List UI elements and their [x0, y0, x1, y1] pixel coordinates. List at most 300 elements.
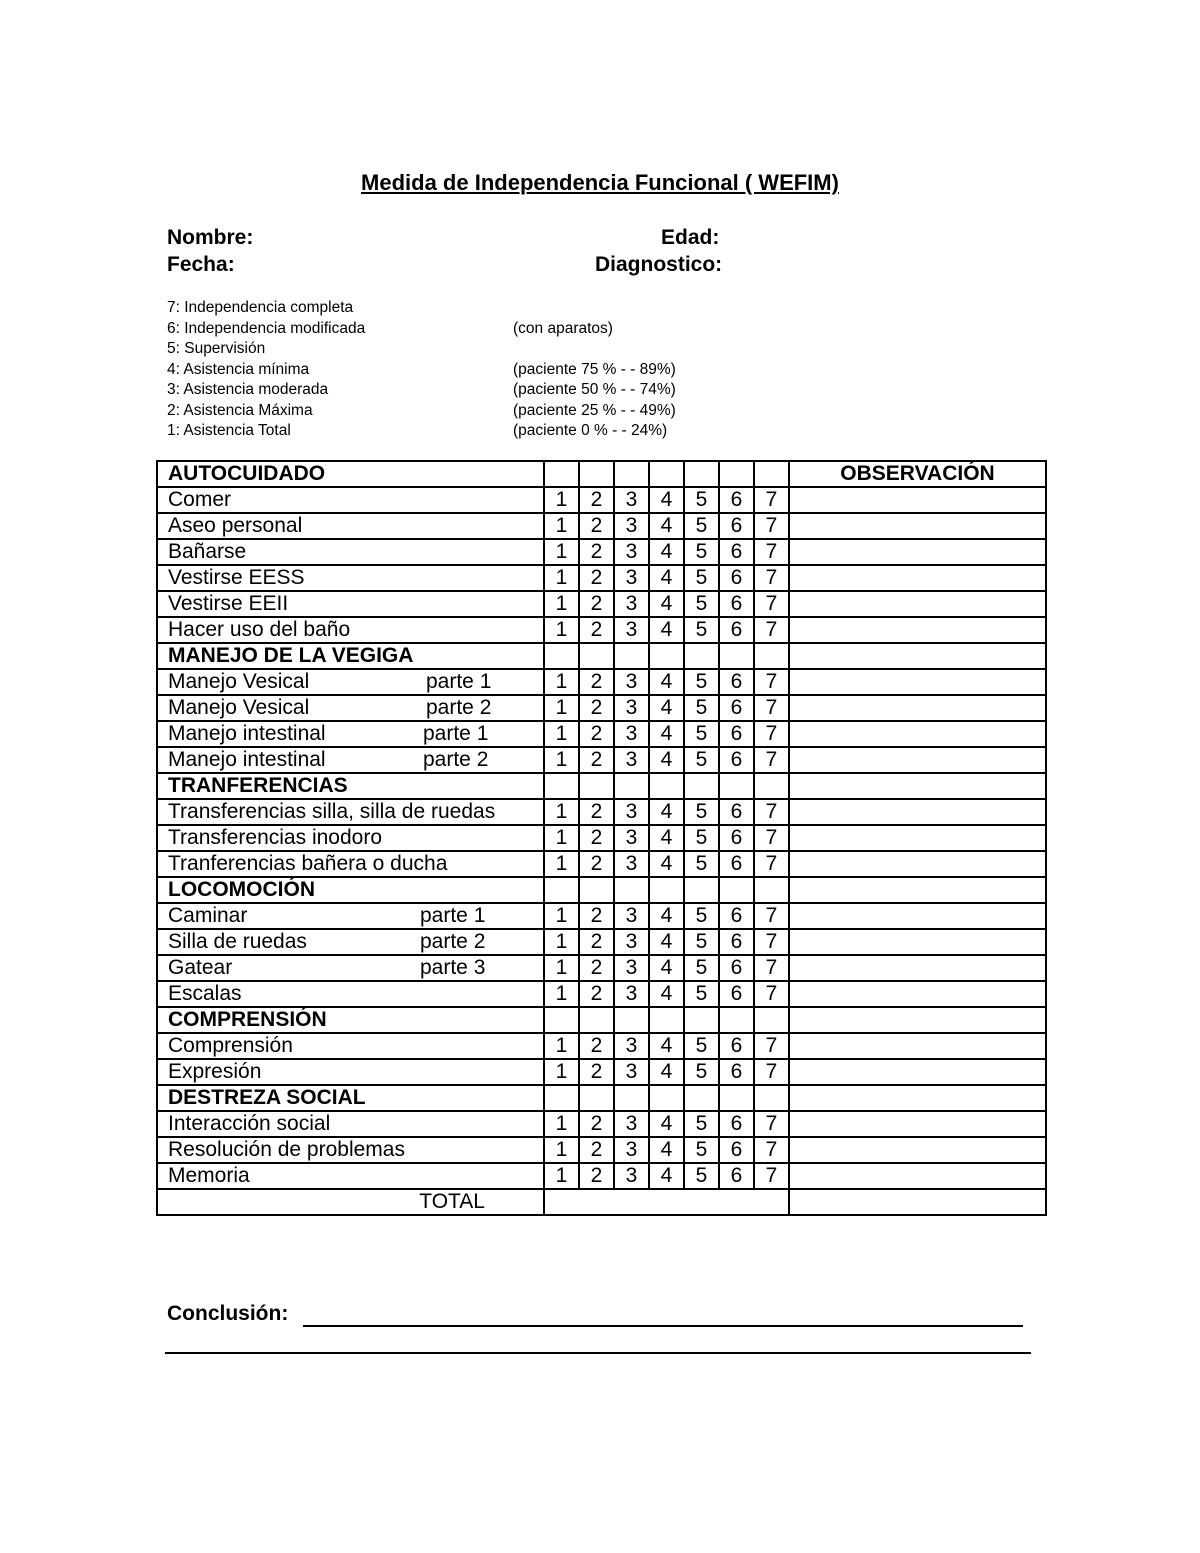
score-option-7[interactable]: 7	[754, 799, 789, 825]
score-option-4[interactable]: 4	[649, 565, 684, 591]
score-cell-empty	[719, 1085, 754, 1111]
score-option-7[interactable]: 7	[754, 617, 789, 643]
observacion-cell[interactable]	[789, 929, 1046, 955]
score-cell-empty	[684, 643, 719, 669]
score-cell-empty	[649, 1085, 684, 1111]
score-option-4[interactable]: 4	[649, 747, 684, 773]
score-option-1[interactable]: 1	[544, 695, 579, 721]
item-label: Transferencias inodoro	[157, 825, 544, 851]
score-option-7[interactable]: 7	[754, 565, 789, 591]
score-option-1[interactable]: 1	[544, 825, 579, 851]
score-option-4[interactable]: 4	[649, 981, 684, 1007]
score-option-3[interactable]: 3	[614, 903, 649, 929]
total-observacion-cell[interactable]	[789, 1189, 1046, 1215]
section-title: COMPRENSIÓN	[157, 1007, 544, 1033]
score-option-1[interactable]: 1	[544, 487, 579, 513]
diagnostico-label: Diagnostico:	[595, 253, 723, 276]
score-option-5[interactable]: 5	[684, 1137, 719, 1163]
item-label: Escalas	[157, 981, 544, 1007]
table-row	[157, 565, 1046, 591]
conclusion-line-2	[165, 1352, 1031, 1354]
nombre-label: Nombre:	[167, 226, 254, 249]
score-option-3[interactable]: 3	[614, 669, 649, 695]
score-option-2[interactable]: 2	[579, 591, 614, 617]
score-option-5[interactable]: 5	[684, 669, 719, 695]
score-option-4[interactable]: 4	[649, 617, 684, 643]
score-cell-empty	[579, 461, 614, 487]
item-name: Caminar	[168, 904, 248, 927]
score-option-5[interactable]: 5	[684, 1111, 719, 1137]
score-option-2[interactable]: 2	[579, 903, 614, 929]
score-option-1[interactable]: 1	[544, 539, 579, 565]
score-option-6[interactable]: 6	[719, 487, 754, 513]
score-option-1[interactable]: 1	[544, 929, 579, 955]
score-cell-empty	[579, 1085, 614, 1111]
table-row	[157, 721, 1046, 747]
legend-label: 1: Asistencia Total	[167, 422, 291, 439]
item-name: Silla de ruedas	[168, 930, 307, 953]
score-cell-empty	[649, 877, 684, 903]
score-cell-empty	[544, 773, 579, 799]
observacion-cell[interactable]	[789, 643, 1046, 669]
legend-label: 6: Independencia modificada	[167, 319, 366, 337]
score-cell-empty	[754, 1085, 789, 1111]
legend-row	[167, 421, 668, 442]
legend-row	[167, 360, 676, 381]
score-option-6[interactable]: 6	[719, 851, 754, 877]
score-option-1[interactable]: 1	[544, 617, 579, 643]
score-option-4[interactable]: 4	[649, 1163, 684, 1189]
score-option-7[interactable]: 7	[754, 747, 789, 773]
score-option-7[interactable]: 7	[754, 1033, 789, 1059]
score-cell-empty	[754, 643, 789, 669]
table-row	[157, 591, 1046, 617]
score-option-6[interactable]: 6	[719, 721, 754, 747]
score-option-3[interactable]: 3	[614, 1033, 649, 1059]
observacion-cell[interactable]	[789, 1059, 1046, 1085]
score-option-3[interactable]: 3	[614, 513, 649, 539]
score-option-2[interactable]: 2	[579, 1059, 614, 1085]
section-row	[157, 1085, 1046, 1111]
score-option-2[interactable]: 2	[579, 565, 614, 591]
fecha-label: Fecha:	[167, 253, 235, 276]
total-label: TOTAL	[157, 1189, 544, 1215]
score-option-2[interactable]: 2	[579, 721, 614, 747]
score-option-6[interactable]: 6	[719, 669, 754, 695]
legend-row	[167, 401, 676, 422]
score-cell-empty	[614, 461, 649, 487]
score-option-2[interactable]: 2	[579, 825, 614, 851]
score-option-6[interactable]: 6	[719, 1163, 754, 1189]
score-option-5[interactable]: 5	[684, 903, 719, 929]
score-option-5[interactable]: 5	[684, 825, 719, 851]
score-option-5[interactable]: 5	[684, 955, 719, 981]
score-cell-empty	[754, 1007, 789, 1033]
score-option-6[interactable]: 6	[719, 825, 754, 851]
score-option-1[interactable]: 1	[544, 1059, 579, 1085]
score-option-2[interactable]: 2	[579, 617, 614, 643]
score-option-2[interactable]: 2	[579, 851, 614, 877]
score-option-4[interactable]: 4	[649, 721, 684, 747]
score-cell-empty	[579, 1007, 614, 1033]
score-option-2[interactable]: 2	[579, 929, 614, 955]
score-option-3[interactable]: 3	[614, 1163, 649, 1189]
item-name: Manejo intestinal	[168, 748, 326, 771]
score-option-5[interactable]: 5	[684, 929, 719, 955]
score-option-5[interactable]: 5	[684, 799, 719, 825]
score-option-6[interactable]: 6	[719, 1111, 754, 1137]
table-row	[157, 799, 1046, 825]
observacion-cell[interactable]	[789, 513, 1046, 539]
table-row	[157, 539, 1046, 565]
score-option-2[interactable]: 2	[579, 539, 614, 565]
score-option-3[interactable]: 3	[614, 1137, 649, 1163]
score-option-4[interactable]: 4	[649, 955, 684, 981]
edad-label: Edad:	[661, 226, 720, 249]
score-cell-empty	[754, 773, 789, 799]
total-score-cell[interactable]	[544, 1189, 789, 1215]
score-cell-empty	[684, 461, 719, 487]
score-option-6[interactable]: 6	[719, 565, 754, 591]
score-option-4[interactable]: 4	[649, 1111, 684, 1137]
score-option-7[interactable]: 7	[754, 955, 789, 981]
score-cell-empty	[649, 643, 684, 669]
score-option-6[interactable]: 6	[719, 799, 754, 825]
section-title: LOCOMOCIÓN	[157, 877, 544, 903]
table-row	[157, 981, 1046, 1007]
score-option-1[interactable]: 1	[544, 591, 579, 617]
score-option-6[interactable]: 6	[719, 981, 754, 1007]
score-option-1[interactable]: 1	[544, 981, 579, 1007]
table-row	[157, 955, 1046, 981]
score-option-1[interactable]: 1	[544, 903, 579, 929]
score-option-2[interactable]: 2	[579, 981, 614, 1007]
score-option-7[interactable]: 7	[754, 539, 789, 565]
observacion-cell[interactable]	[789, 877, 1046, 903]
item-part: parte 2	[423, 748, 489, 771]
score-option-2[interactable]: 2	[579, 695, 614, 721]
score-option-3[interactable]: 3	[614, 799, 649, 825]
score-option-6[interactable]: 6	[719, 617, 754, 643]
table-row	[157, 1137, 1046, 1163]
score-option-4[interactable]: 4	[649, 1137, 684, 1163]
score-option-4[interactable]: 4	[649, 825, 684, 851]
item-part: parte 2	[420, 930, 486, 953]
score-cell-empty	[544, 461, 579, 487]
item-label	[157, 669, 544, 695]
item-label	[157, 747, 544, 773]
item-name: Gatear	[168, 956, 233, 979]
score-option-4[interactable]: 4	[649, 1059, 684, 1085]
score-option-7[interactable]: 7	[754, 929, 789, 955]
section-title: DESTREZA SOCIAL	[157, 1085, 544, 1111]
observacion-cell[interactable]	[789, 851, 1046, 877]
score-option-3[interactable]: 3	[614, 955, 649, 981]
table-row	[157, 1111, 1046, 1137]
score-option-7[interactable]: 7	[754, 721, 789, 747]
legend-note: (paciente 0 % - - 24%)	[513, 422, 668, 439]
section-row	[157, 461, 1046, 487]
score-option-6[interactable]: 6	[719, 929, 754, 955]
observacion-cell[interactable]	[789, 773, 1046, 799]
score-option-7[interactable]: 7	[754, 513, 789, 539]
item-label: Memoria	[157, 1163, 544, 1189]
observacion-cell[interactable]	[789, 799, 1046, 825]
item-label: Transferencias silla, silla de ruedas	[157, 799, 544, 825]
score-option-7[interactable]: 7	[754, 591, 789, 617]
score-option-4[interactable]: 4	[649, 799, 684, 825]
score-option-1[interactable]: 1	[544, 851, 579, 877]
legend-note: (paciente 25 % - - 49%)	[513, 401, 676, 419]
score-cell-empty	[684, 877, 719, 903]
score-option-4[interactable]: 4	[649, 929, 684, 955]
score-option-1[interactable]: 1	[544, 955, 579, 981]
score-option-1[interactable]: 1	[544, 1033, 579, 1059]
observacion-cell[interactable]	[789, 1085, 1046, 1111]
score-cell-empty	[544, 1007, 579, 1033]
score-cell-empty	[649, 773, 684, 799]
score-option-5[interactable]: 5	[684, 1033, 719, 1059]
item-label: Interacción social	[157, 1111, 544, 1137]
score-option-2[interactable]: 2	[579, 1163, 614, 1189]
observacion-cell[interactable]	[789, 721, 1046, 747]
score-option-4[interactable]: 4	[649, 513, 684, 539]
score-option-4[interactable]: 4	[649, 487, 684, 513]
total-row	[157, 1189, 1046, 1215]
score-option-2[interactable]: 2	[579, 747, 614, 773]
score-cell-empty	[684, 1085, 719, 1111]
score-option-6[interactable]: 6	[719, 1137, 754, 1163]
legend-row	[167, 319, 613, 340]
score-option-5[interactable]: 5	[684, 981, 719, 1007]
observacion-cell[interactable]	[789, 1163, 1046, 1189]
score-option-3[interactable]: 3	[614, 695, 649, 721]
score-option-6[interactable]: 6	[719, 955, 754, 981]
score-cell-empty	[579, 877, 614, 903]
score-option-1[interactable]: 1	[544, 721, 579, 747]
section-title: TRANFERENCIAS	[157, 773, 544, 799]
score-option-5[interactable]: 5	[684, 1059, 719, 1085]
score-cell-empty	[649, 461, 684, 487]
score-option-7[interactable]: 7	[754, 981, 789, 1007]
score-cell-empty	[614, 643, 649, 669]
score-option-3[interactable]: 3	[614, 1059, 649, 1085]
score-cell-empty	[614, 773, 649, 799]
score-option-6[interactable]: 6	[719, 591, 754, 617]
score-option-7[interactable]: 7	[754, 695, 789, 721]
page-title: Medida de Independencia Funcional ( WEFIM)	[361, 170, 839, 195]
score-cell-empty	[614, 1007, 649, 1033]
score-option-1[interactable]: 1	[544, 565, 579, 591]
score-option-3[interactable]: 3	[614, 487, 649, 513]
score-option-1[interactable]: 1	[544, 1163, 579, 1189]
observacion-cell[interactable]	[789, 825, 1046, 851]
item-label: Vestirse EESS	[157, 565, 544, 591]
score-cell-empty	[544, 1085, 579, 1111]
score-cell-empty	[649, 1007, 684, 1033]
item-label: Bañarse	[157, 539, 544, 565]
score-option-3[interactable]: 3	[614, 591, 649, 617]
legend-label: 7: Independencia completa	[167, 299, 354, 316]
score-option-1[interactable]: 1	[544, 513, 579, 539]
score-option-3[interactable]: 3	[614, 851, 649, 877]
score-option-1[interactable]: 1	[544, 1111, 579, 1137]
score-option-7[interactable]: 7	[754, 1163, 789, 1189]
score-option-5[interactable]: 5	[684, 565, 719, 591]
score-option-3[interactable]: 3	[614, 1111, 649, 1137]
item-label: Comer	[157, 487, 544, 513]
item-label	[157, 695, 544, 721]
item-label	[157, 903, 544, 929]
score-cell-empty	[719, 877, 754, 903]
score-option-3[interactable]: 3	[614, 617, 649, 643]
table-row	[157, 669, 1046, 695]
score-option-5[interactable]: 5	[684, 1163, 719, 1189]
item-label	[157, 929, 544, 955]
score-option-1[interactable]: 1	[544, 669, 579, 695]
score-option-3[interactable]: 3	[614, 747, 649, 773]
score-option-7[interactable]: 7	[754, 1137, 789, 1163]
score-option-1[interactable]: 1	[544, 1137, 579, 1163]
item-label: Expresión	[157, 1059, 544, 1085]
observacion-cell[interactable]	[789, 1137, 1046, 1163]
observacion-cell[interactable]	[789, 591, 1046, 617]
observacion-cell[interactable]	[789, 695, 1046, 721]
score-option-5[interactable]: 5	[684, 747, 719, 773]
score-option-6[interactable]: 6	[719, 903, 754, 929]
score-option-6[interactable]: 6	[719, 1033, 754, 1059]
score-option-7[interactable]: 7	[754, 825, 789, 851]
score-option-4[interactable]: 4	[649, 539, 684, 565]
observacion-cell[interactable]	[789, 903, 1046, 929]
legend-label: 2: Asistencia Máxima	[167, 401, 313, 419]
score-option-1[interactable]: 1	[544, 799, 579, 825]
observacion-cell[interactable]	[789, 565, 1046, 591]
score-option-5[interactable]: 5	[684, 851, 719, 877]
observacion-cell[interactable]	[789, 1007, 1046, 1033]
score-option-5[interactable]: 5	[684, 617, 719, 643]
score-option-4[interactable]: 4	[649, 851, 684, 877]
score-option-7[interactable]: 7	[754, 903, 789, 929]
score-option-3[interactable]: 3	[614, 721, 649, 747]
score-option-5[interactable]: 5	[684, 591, 719, 617]
observacion-cell[interactable]	[789, 747, 1046, 773]
score-option-3[interactable]: 3	[614, 565, 649, 591]
item-part: parte 2	[426, 696, 492, 719]
score-option-2[interactable]: 2	[579, 487, 614, 513]
score-option-1[interactable]: 1	[544, 747, 579, 773]
item-part: parte 3	[420, 956, 486, 979]
score-cell-empty	[579, 643, 614, 669]
item-label	[157, 955, 544, 981]
item-label: Aseo personal	[157, 513, 544, 539]
score-option-2[interactable]: 2	[579, 955, 614, 981]
score-option-4[interactable]: 4	[649, 1033, 684, 1059]
observacion-cell[interactable]	[789, 981, 1046, 1007]
table-row	[157, 513, 1046, 539]
legend-row	[167, 339, 365, 360]
observacion-cell[interactable]	[789, 617, 1046, 643]
score-option-7[interactable]: 7	[754, 1111, 789, 1137]
score-option-6[interactable]: 6	[719, 747, 754, 773]
score-option-2[interactable]: 2	[579, 1137, 614, 1163]
score-option-7[interactable]: 7	[754, 487, 789, 513]
observacion-cell[interactable]	[789, 1111, 1046, 1137]
score-cell-empty	[544, 643, 579, 669]
legend-label: 3: Asistencia moderada	[167, 381, 329, 398]
score-option-6[interactable]: 6	[719, 539, 754, 565]
score-option-3[interactable]: 3	[614, 929, 649, 955]
score-option-3[interactable]: 3	[614, 539, 649, 565]
score-option-3[interactable]: 3	[614, 825, 649, 851]
section-row	[157, 1007, 1046, 1033]
observacion-cell[interactable]	[789, 669, 1046, 695]
score-cell-empty	[754, 461, 789, 487]
score-cell-empty	[719, 773, 754, 799]
score-option-6[interactable]: 6	[719, 513, 754, 539]
score-option-5[interactable]: 5	[684, 721, 719, 747]
item-label: Vestirse EEII	[157, 591, 544, 617]
item-part: parte 1	[426, 670, 492, 693]
item-part: parte 1	[420, 904, 486, 927]
score-option-5[interactable]: 5	[684, 539, 719, 565]
score-option-2[interactable]: 2	[579, 799, 614, 825]
score-option-2[interactable]: 2	[579, 1033, 614, 1059]
score-option-4[interactable]: 4	[649, 695, 684, 721]
item-name: Manejo intestinal	[168, 722, 326, 745]
item-label	[157, 721, 544, 747]
score-option-2[interactable]: 2	[579, 669, 614, 695]
observacion-cell[interactable]	[789, 487, 1046, 513]
score-option-5[interactable]: 5	[684, 487, 719, 513]
score-option-7[interactable]: 7	[754, 851, 789, 877]
score-option-7[interactable]: 7	[754, 669, 789, 695]
section-row	[157, 877, 1046, 903]
table-row	[157, 1059, 1046, 1085]
score-option-4[interactable]: 4	[649, 591, 684, 617]
score-option-6[interactable]: 6	[719, 1059, 754, 1085]
observacion-cell[interactable]	[789, 1033, 1046, 1059]
item-name: Manejo Vesical	[168, 696, 310, 719]
score-option-5[interactable]: 5	[684, 513, 719, 539]
score-cell-empty	[614, 877, 649, 903]
conclusion-line	[303, 1325, 1023, 1327]
score-option-4[interactable]: 4	[649, 669, 684, 695]
item-label: Hacer uso del baño	[157, 617, 544, 643]
legend-note: (con aparatos)	[513, 319, 613, 337]
fim-table	[156, 460, 1047, 1216]
score-option-4[interactable]: 4	[649, 903, 684, 929]
score-cell-empty	[754, 877, 789, 903]
observacion-cell[interactable]	[789, 539, 1046, 565]
score-option-6[interactable]: 6	[719, 695, 754, 721]
legend-note: (paciente 50 % - - 74%)	[513, 381, 676, 398]
table-row	[157, 1163, 1046, 1189]
score-legend	[167, 298, 676, 442]
score-option-3[interactable]: 3	[614, 981, 649, 1007]
item-label: Resolución de problemas	[157, 1137, 544, 1163]
observacion-cell[interactable]	[789, 955, 1046, 981]
table-row	[157, 903, 1046, 929]
score-cell-empty	[544, 877, 579, 903]
score-option-5[interactable]: 5	[684, 695, 719, 721]
score-option-7[interactable]: 7	[754, 1059, 789, 1085]
score-cell-empty	[719, 461, 754, 487]
score-option-2[interactable]: 2	[579, 513, 614, 539]
table-row	[157, 487, 1046, 513]
score-option-2[interactable]: 2	[579, 1111, 614, 1137]
observacion-header: OBSERVACIÓN	[789, 461, 1046, 487]
